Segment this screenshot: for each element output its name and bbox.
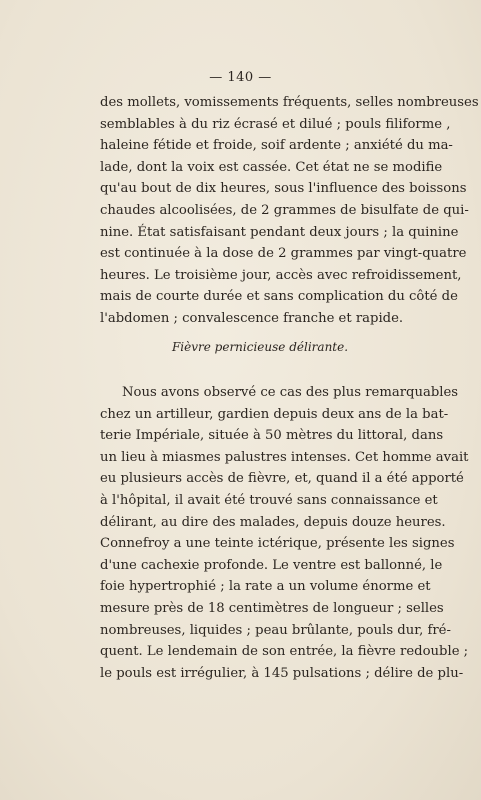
text-line: lade, dont la voix est cassée. Cet état ne se modifie: [100, 159, 443, 175]
text-line: le pouls est irrégulier, à 145 pulsations ; délire de plu-: [100, 665, 464, 681]
paragraph-observation: [100, 382, 469, 684]
text-line: un lieu à miasmes palustres intenses. Cet homme avait: [100, 449, 469, 465]
text-line: heures. Le troisième jour, accès avec refroidissement,: [100, 267, 462, 283]
text-line: nine. État satisfaisant pendant deux jours ; la quinine: [100, 224, 459, 240]
text-line: haleine fétide et froide, soif ardente ; anxiété du ma-: [100, 138, 453, 154]
text-line: mais de courte durée et sans complication du côté de: [100, 289, 458, 305]
text-line: terie Impériale, située à 50 mètres du littoral, dans: [100, 428, 444, 444]
text-line: chez un artilleur, gardien depuis deux ans de la bat-: [100, 406, 449, 422]
text-line: qu'au bout de dix heures, sous l'influence des boissons: [100, 181, 467, 197]
section-heading: Fièvre pernicieuse délirante.: [171, 340, 349, 354]
paragraph-continued: [100, 92, 479, 330]
text-line: Connefroy a une teinte ictérique, présente les signes: [100, 536, 455, 552]
text-line: Nous avons observé ce cas des plus remarquables: [122, 385, 459, 400]
text-line: d'une cachexie profonde. Le ventre est ballonné, le: [100, 557, 443, 573]
text-line: mesure près de 18 centimètres de longueur ; selles: [100, 600, 444, 616]
text-line: eu plusieurs accès de fièvre, et, quand il a été apporté: [100, 471, 464, 487]
text-line: nombreuses, liquides ; peau brûlante, pouls dur, fré-: [100, 622, 451, 638]
text-line: à l'hôpital, il avait été trouvé sans connaissance et: [100, 492, 438, 508]
text-line: quent. Le lendemain de son entrée, la fièvre redouble ;: [100, 644, 469, 660]
text-line: semblables à du riz écrasé et dilué ; pouls filiforme ,: [100, 116, 451, 132]
text-line: est continuée à la dose de 2 grammes par vingt-quatre: [100, 246, 467, 262]
page-number: — 140 —: [209, 70, 272, 85]
text-line: des mollets, vomissements fréquents, selles nombreuses: [100, 95, 479, 110]
text-line: l'abdomen ; convalescence franche et rapide.: [100, 310, 404, 326]
text-line: chaudes alcoolisées, de 2 grammes de bisulfate de qui-: [100, 202, 469, 218]
text-line: délirant, au dire des malades, depuis douze heures.: [100, 514, 446, 530]
text-line: foie hypertrophié ; la rate a un volume énorme et: [100, 579, 431, 595]
